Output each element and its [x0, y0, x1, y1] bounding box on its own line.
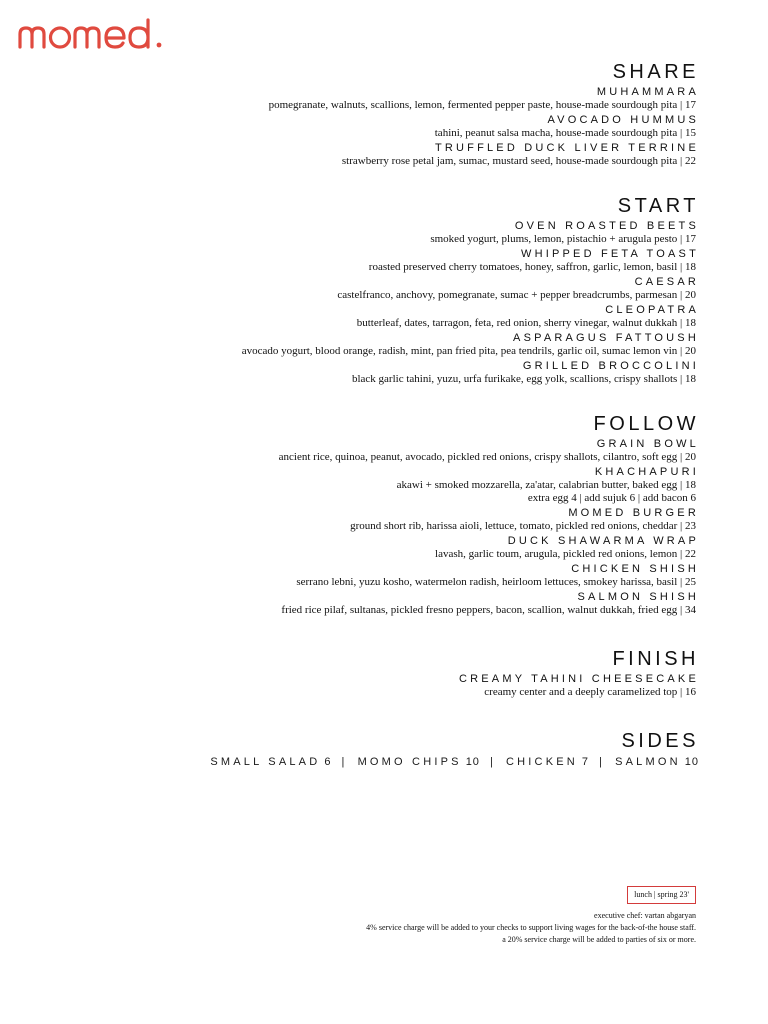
separator: | — [489, 756, 496, 768]
section-finish — [56, 647, 699, 699]
menu-item — [56, 563, 699, 589]
side-item-name: SALMON — [615, 756, 681, 768]
party-charge-note: a 20% service charge will be added to parties of six or more. — [502, 935, 696, 944]
menu-list — [56, 60, 699, 769]
item-description: smoked yogurt, plums, lemon, pistachio + arugula pesto | 17 — [430, 233, 696, 245]
item-name: TRUFFLED DUCK LIVER TERRINE — [434, 142, 699, 154]
section-title: START — [617, 195, 699, 217]
season-badge: lunch | spring 23' — [627, 886, 696, 904]
side-item-name: SMALL SALAD — [210, 756, 321, 768]
menu-item — [56, 248, 699, 274]
item-description: tahini, peanut salsa macha, house-made sourdough pita | 15 — [434, 127, 696, 139]
item-description: avocado yogurt, blood orange, radish, mint, pan fried pita, pea tendrils, garlic oil, sumac lemon vin | 20 — [241, 345, 696, 357]
item-name: GRAIN BOWL — [596, 438, 699, 450]
menu-item — [56, 466, 699, 505]
side-item-price: 10 — [684, 756, 699, 768]
menu-item — [56, 673, 699, 699]
item-extras: extra egg 4 | add sujuk 6 | add bacon 6 — [527, 492, 696, 504]
item-name: GRILLED BROCCOLINI — [522, 360, 699, 372]
item-name: DUCK SHAWARMA WRAP — [507, 535, 699, 547]
item-description: ancient rice, quinoa, peanut, avocado, pickled red onions, crispy shallots, cilantro, soft egg | 20 — [278, 451, 696, 463]
side-item-name: CHICKEN — [506, 756, 578, 768]
separator: | — [599, 756, 606, 768]
service-charge-note: 4% service charge will be added to your checks to support living wages for the back-of-the house staff. — [366, 923, 696, 932]
item-description: akawi + smoked mozzarella, za'atar, calabrian butter, baked egg | 18 — [396, 479, 696, 491]
menu-item — [56, 114, 699, 140]
menu-footer — [366, 886, 696, 946]
menu-item — [56, 332, 699, 358]
item-name: WHIPPED FETA TOAST — [520, 248, 699, 260]
menu-item — [56, 142, 699, 168]
momed-logo — [17, 14, 187, 54]
item-name: AVOCADO HUMMUS — [547, 114, 699, 126]
item-description: ground short rib, harissa aioli, lettuce, tomato, pickled red onions, cheddar | 23 — [350, 520, 696, 532]
menu-item — [56, 304, 699, 330]
section-sides — [56, 729, 699, 769]
item-description: strawberry rose petal jam, sumac, mustard seed, house-made sourdough pita | 22 — [341, 155, 696, 167]
menu-item — [56, 591, 699, 617]
section-title: SHARE — [612, 61, 699, 83]
separator: | — [341, 756, 348, 768]
item-description: serrano lebni, yuzu kosho, watermelon radish, heirloom lettuces, smokey harissa, basil | 25 — [296, 576, 696, 588]
item-name: KHACHAPURI — [594, 466, 699, 478]
section-start — [56, 194, 699, 386]
item-description: pomegranate, walnuts, scallions, lemon, fermented pepper paste, house-made sourdough pita | 17 — [268, 99, 696, 111]
item-description: roasted preserved cherry tomatoes, honey, saffron, garlic, lemon, basil | 18 — [368, 261, 696, 273]
sides-list — [56, 755, 699, 769]
item-name: OVEN ROASTED BEETS — [514, 220, 699, 232]
momed-logo-mark — [17, 14, 187, 54]
menu-item — [56, 220, 699, 246]
item-name: MUHAMMARA — [596, 86, 699, 98]
menu-item — [56, 535, 699, 561]
item-name: MOMED BURGER — [568, 507, 699, 519]
menu-item — [56, 438, 699, 464]
item-description: fried rice pilaf, sultanas, pickled fresno peppers, bacon, scallion, walnut dukkah, fried egg | 34 — [281, 604, 696, 616]
side-item-name: MOMO CHIPS — [357, 756, 462, 768]
item-description: creamy center and a deeply caramelized top | 16 — [484, 686, 696, 698]
item-name: ASPARAGUS FATTOUSH — [513, 332, 699, 344]
section-title: FINISH — [612, 648, 699, 670]
executive-chef-credit: executive chef: vartan abgaryan — [594, 911, 696, 920]
section-title: FOLLOW — [593, 413, 699, 435]
side-item-price: 10 — [465, 756, 480, 768]
menu-item — [56, 360, 699, 386]
item-description: castelfranco, anchovy, pomegranate, sumac + pepper breadcrumbs, parmesan | 20 — [337, 289, 696, 301]
menu-item — [56, 86, 699, 112]
section-follow — [56, 412, 699, 617]
item-name: CAESAR — [634, 276, 699, 288]
section-title: SIDES — [621, 730, 699, 752]
item-description: lavash, garlic toum, arugula, pickled red onions, lemon | 22 — [435, 548, 696, 560]
side-item-price: 6 — [324, 756, 332, 768]
item-description: butterleaf, dates, tarragon, feta, red onion, sherry vinegar, walnut dukkah | 18 — [356, 317, 696, 329]
item-name: SALMON SHISH — [577, 591, 699, 603]
item-name: CREAMY TAHINI CHEESECAKE — [458, 673, 699, 685]
menu-item — [56, 276, 699, 302]
item-description: black garlic tahini, yuzu, urfa furikake, egg yolk, scallions, crispy shallots | 18 — [351, 373, 696, 385]
item-name: CLEOPATRA — [605, 304, 699, 316]
section-share — [56, 60, 699, 168]
side-item-price: 7 — [581, 756, 590, 768]
menu-item — [56, 507, 699, 533]
item-name: CHICKEN SHISH — [571, 563, 699, 575]
